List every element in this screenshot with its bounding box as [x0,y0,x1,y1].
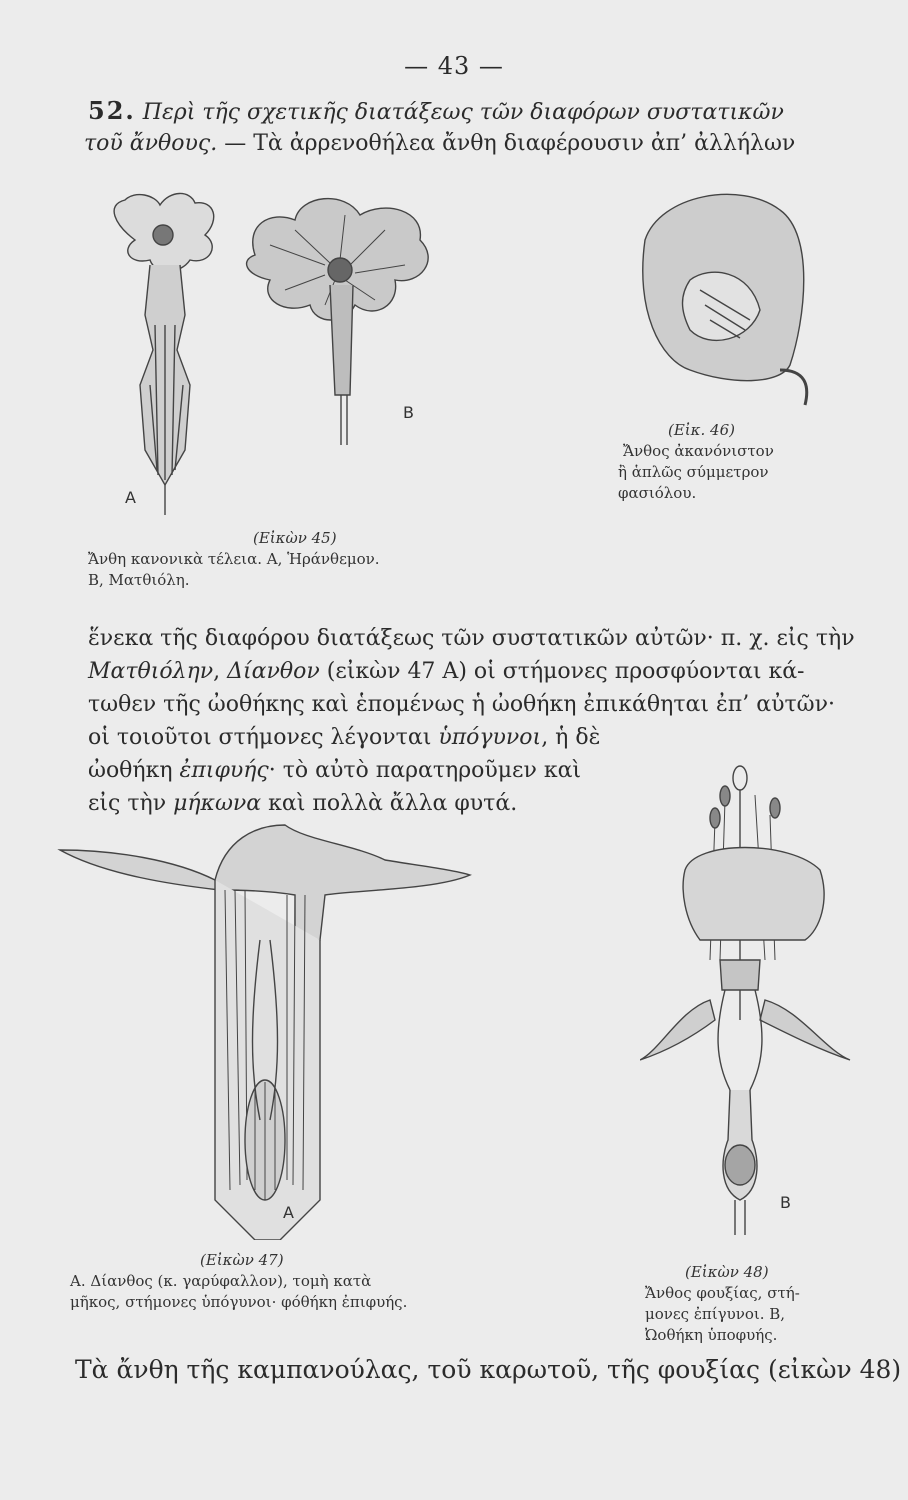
body-line-5-b: · τὸ αὐτὸ παρατηροῦμεν καὶ [268,758,582,783]
body-line-4-italic: ὑπόγυνοι [438,725,542,750]
figure-45-caption [88,528,548,591]
section-title-cont: τοῦ ἄνθους. [84,131,218,156]
figure-48-illustration [640,760,870,1260]
figure-46-caption-line2: ἢ ἁπλῶς σύμμετρον [618,463,769,481]
figure-47-label-a: A [283,1203,294,1222]
body-line-5-italic: ἐπιφυής [179,758,269,783]
page-number: — 43 — [404,52,504,80]
body-line-1: ἕνεκα τῆς διαφόρου διατάξεως τῶν συστατικῶν αὐτῶν· π. χ. εἰς τὴν [88,626,855,651]
body-line-4-a: οἱ τοιοῦτοι στήμονες λέγονται [88,725,439,750]
figure-46-caption [618,420,868,504]
body-line-6-b: καὶ πολλὰ ἄλλα φυτά. [261,791,518,816]
figure-45-label-b: B [403,403,414,422]
section-heading [88,95,868,128]
figure-46-caption-title: (Εἰκ. 46) [668,421,735,439]
figure-45-caption-title: (Εἰκὼν 45) [253,529,337,547]
body-line-2 [88,655,868,688]
figure-48-caption-title: (Εἰκὼν 48) [685,1263,769,1281]
figure-45-label-a: A [125,488,136,507]
figure-46-caption-line3: φασιόλου. [618,484,697,502]
figure-48-caption-line2: μονες ἐπίγυνοι. B, [645,1305,786,1323]
figure-48-caption [645,1262,865,1346]
body-line-2-dianthos: Δίανθον [227,659,320,684]
figure-48-caption-line1: Ἄνθος φουξίας, στή- [645,1284,800,1302]
figure-46-caption-line1: Ἄνθος ἀκανόνιστον [623,442,774,460]
body-line-4 [88,721,868,754]
body-line-2-mattiole: Ματθιόλην [88,659,214,684]
figure-45-illustration [95,185,535,520]
section-heading-cont [84,128,864,159]
section-title: Περὶ τῆς σχετικῆς διατάξεως τῶν διαφόρων συστατικῶν [142,100,784,125]
figure-47-caption [70,1250,490,1313]
figure-47-caption-title: (Εἰκὼν 47) [200,1251,284,1269]
body-line-5-a: ὠοθήκη [88,758,180,783]
body-line-4-b: , ἡ δὲ [541,725,601,750]
figure-45-caption-line1: Ἄνθη κανονικὰ τέλεια. A, Ἡράνθεμον. [88,550,380,568]
figure-48-caption-line3: Ὠοθήκη ὑποφυής. [645,1326,778,1344]
figure-46-illustration [630,180,860,410]
body-line-2-sep: , [213,659,228,684]
body-line-6-italic: μήκωνα [173,791,262,816]
body-line-3: τωθεν τῆς ὠοθήκης καὶ ἑπομένως ἡ ὠοθήκη ἐπικάθηται ἐπ’ αὐτῶν· [88,692,835,717]
section-number: 52. [88,96,136,125]
figure-47-caption-line1: A. Δίανθος (κ. γαρύφαλλον), τομὴ κατὰ [70,1272,372,1290]
body-line-6-a: εἰς τὴν [88,791,174,816]
figure-47-illustration [55,820,475,1240]
figure-45-caption-line2: B, Ματθιόλη. [88,571,190,589]
figure-48-label-b: B [780,1193,791,1212]
body-line-2-rest: (εἰκὼν 47 A) οἱ στήμονες προσφύονται κά- [319,659,805,684]
bottom-text-line: Τὰ ἄνθη τῆς καμπανούλας, τοῦ καρωτοῦ, τῆς φουξίας (εἰκὼν 48) [75,1355,902,1384]
figure-47-caption-line2: μῆκος, στήμονες ὑπόγυνοι· φόθήκη ἐπιφυής. [70,1293,408,1311]
section-intro: — Τὰ ἀρρενοθήλεα ἄνθη διαφέρουσιν ἀπ’ ἀλλήλων [224,131,796,156]
